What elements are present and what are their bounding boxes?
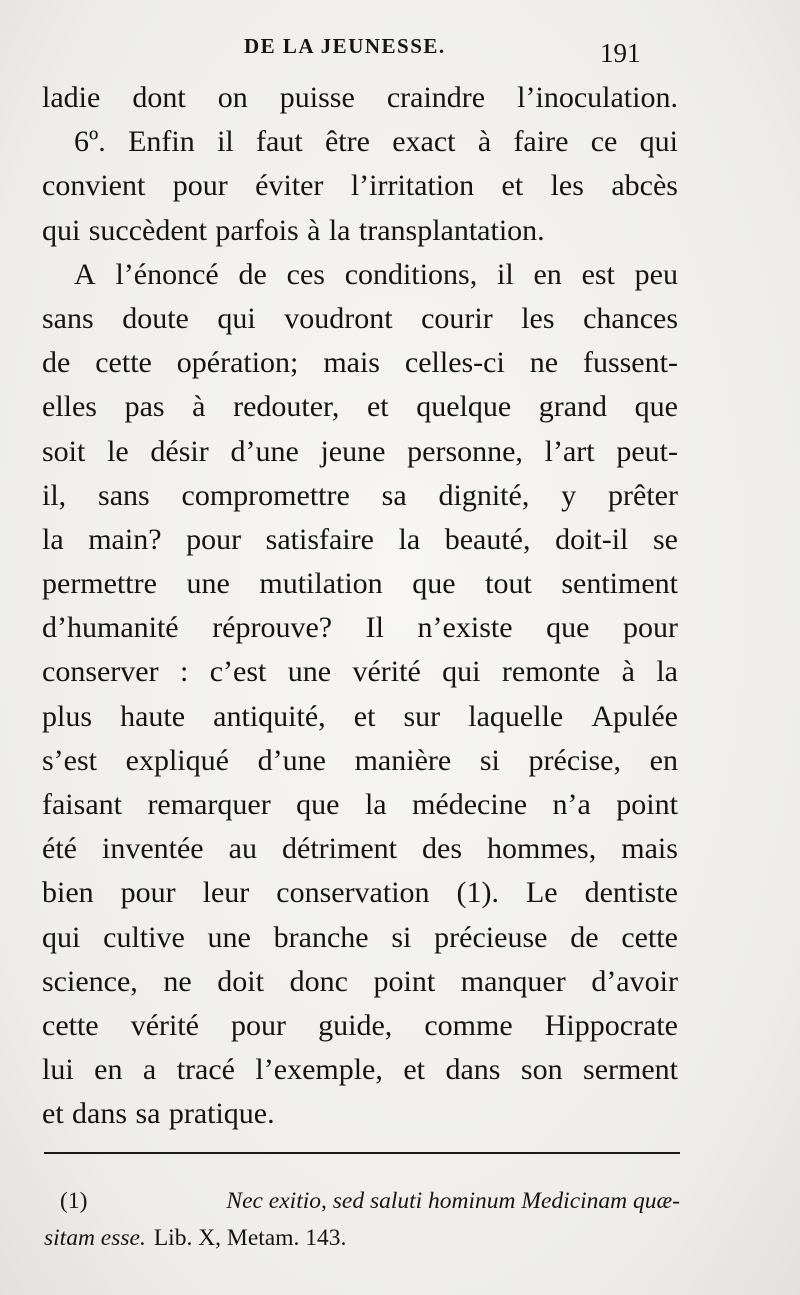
text-line [42, 341, 678, 385]
text-line [42, 385, 678, 429]
word: que [546, 611, 590, 645]
word: de [42, 346, 71, 380]
word: et [42, 1097, 64, 1131]
word: Enfin [128, 125, 195, 159]
word: hommes, [487, 832, 597, 866]
word: 6º. [74, 125, 106, 159]
word: cette [95, 346, 152, 380]
word: vérité [130, 1008, 199, 1042]
footnote-rule [44, 1152, 680, 1154]
word: haute [120, 699, 186, 733]
word: bien [42, 876, 94, 910]
word: ne [163, 964, 192, 998]
word: été [42, 832, 77, 866]
word: ce [590, 125, 618, 159]
word: et [403, 1053, 425, 1087]
word: craindre [386, 81, 486, 114]
text-line [42, 827, 678, 871]
word: abcès [611, 169, 678, 203]
word: Hippocrate [544, 1008, 678, 1042]
word: l’exemple, [255, 1053, 383, 1087]
word: une [207, 920, 251, 954]
word: se [652, 522, 678, 556]
word: à [477, 125, 492, 159]
word: inventée [102, 832, 204, 866]
word: pour [120, 876, 176, 910]
word: dans [445, 1053, 501, 1087]
word: manquer [460, 964, 566, 998]
word: conservation [276, 876, 430, 910]
word: de [570, 920, 599, 954]
word: dentiste [584, 876, 678, 910]
word: et [366, 390, 389, 424]
word: au [228, 832, 257, 866]
text-line [42, 562, 678, 606]
word: la [42, 522, 64, 556]
word: qui [42, 920, 81, 954]
word: pour [231, 1008, 287, 1042]
word: comme [424, 1008, 513, 1042]
text-line [42, 916, 678, 960]
word: donc [289, 964, 348, 998]
word: qui [42, 213, 81, 247]
word: exact [392, 125, 456, 159]
word: réprouve? [212, 611, 333, 645]
word: soit [42, 434, 86, 468]
word: les [550, 169, 584, 203]
word: antiquité, [213, 699, 326, 733]
word: quelque [416, 390, 512, 424]
word: s’est [42, 743, 97, 777]
word: Le [525, 876, 558, 910]
word: point [616, 788, 678, 821]
page-header [44, 30, 680, 70]
word: si [391, 920, 412, 954]
word: précise, [528, 743, 621, 777]
text-line [42, 871, 678, 915]
word: la [656, 655, 678, 689]
word: pour [186, 522, 242, 556]
word: n’existe [417, 611, 513, 645]
word: fussent- [582, 346, 678, 380]
word: à [621, 655, 635, 689]
word: désir [150, 434, 209, 468]
text-line [42, 76, 678, 120]
word: jeune [320, 434, 386, 468]
word: n’a [552, 788, 591, 821]
word: redouter, [233, 390, 340, 424]
word: de [238, 257, 267, 291]
word: leur [202, 876, 250, 910]
word: personne, [407, 434, 523, 468]
word: point [373, 964, 436, 998]
word: sa [381, 478, 407, 512]
word: ladie [42, 81, 101, 114]
word: sa [135, 1097, 161, 1131]
footnote-citation: Lib. X, Metam. 143. [153, 1225, 347, 1251]
footnote-line-1 [44, 1183, 680, 1220]
word: l’énoncé [115, 257, 219, 291]
word: éviter [255, 169, 324, 203]
word: la [328, 213, 351, 247]
word: tout [485, 567, 532, 601]
word: conditions, [344, 257, 478, 291]
word: plus [42, 699, 93, 733]
word: l’art [544, 434, 595, 468]
word: manière [354, 743, 452, 777]
word: mais [323, 346, 380, 380]
word: cette [42, 1008, 99, 1042]
word: prêter [608, 478, 678, 512]
word: succèdent [88, 213, 208, 247]
footnote-marker: (1) [60, 1188, 88, 1214]
word: que [412, 567, 456, 601]
word: doit-il [555, 522, 629, 556]
word: qui [442, 655, 481, 689]
word: être [324, 125, 370, 159]
word: d’humanité [42, 611, 179, 645]
word: à [307, 213, 321, 247]
word: lui [42, 1053, 74, 1087]
word: l’inoculation. [517, 81, 678, 114]
word: pour [172, 169, 228, 203]
word: voudront [284, 301, 393, 335]
footnote-quote-2: sitam esse. [44, 1225, 146, 1251]
word: la [398, 522, 421, 556]
word: beauté, [444, 522, 531, 556]
word: dans [72, 1097, 128, 1131]
word: que [296, 788, 340, 821]
word: remarquer [147, 788, 271, 821]
word: médecine [412, 788, 528, 821]
text-line [42, 1048, 678, 1092]
word: à [192, 390, 206, 424]
word: tracé [176, 1053, 235, 1087]
word: en [533, 257, 562, 291]
word: doute [122, 301, 189, 335]
word: permettre [42, 567, 157, 601]
word: mutilation [259, 567, 383, 601]
text-line [42, 209, 678, 253]
word: A [74, 257, 96, 291]
word: sentiment [561, 567, 678, 601]
word: expliqué [125, 743, 229, 777]
word: faut [256, 125, 303, 159]
word: et [353, 699, 376, 733]
word: doit [217, 964, 264, 998]
word: ne [529, 346, 559, 380]
word: qui [217, 301, 256, 335]
text-line [42, 120, 678, 164]
word: satisfaire [265, 522, 374, 556]
word: opération; [176, 346, 299, 380]
word: y [561, 478, 577, 512]
word: est [581, 257, 615, 291]
word: puisse [279, 81, 355, 114]
word: remonte [501, 655, 601, 689]
word: laquelle [468, 699, 564, 733]
word: convient [42, 169, 146, 203]
word: main? [88, 522, 162, 556]
text-line [42, 297, 678, 341]
word: compromettre [181, 478, 350, 512]
word: d’une [230, 434, 299, 468]
text-line [42, 606, 678, 650]
word: celles-ci [404, 346, 505, 380]
word: grand [538, 390, 608, 424]
word: que [634, 390, 678, 424]
word: peut- [616, 434, 678, 468]
footnote-quote-1: Nec exitio, sed saluti hominum Medicinam quæ- [226, 1188, 680, 1214]
word: une [186, 567, 230, 601]
word: faisant [42, 788, 122, 821]
word: l’irritation [350, 169, 475, 203]
text-line [42, 783, 678, 827]
word: vérité [352, 655, 421, 689]
text-line [42, 474, 678, 518]
word: sans [98, 478, 150, 512]
text-line [42, 739, 678, 783]
word: la [364, 788, 387, 821]
word: son [520, 1053, 563, 1087]
word: : [180, 655, 189, 689]
word: dont [132, 81, 186, 114]
word: il [217, 125, 234, 159]
word: il, [42, 478, 67, 512]
word: pratique. [168, 1097, 275, 1131]
word: sur [403, 699, 441, 733]
word: a [142, 1053, 157, 1087]
word: cultive [103, 920, 185, 954]
word: en [649, 743, 678, 777]
word: conserver [42, 655, 159, 689]
word: détriment [282, 832, 397, 866]
word: sans [42, 301, 94, 335]
word: courir [421, 301, 493, 335]
word: précieuse [434, 920, 548, 954]
footnote [44, 1183, 680, 1257]
word: et [501, 169, 524, 203]
word: qui [639, 125, 678, 159]
word: faire [513, 125, 569, 159]
word: des [422, 832, 463, 866]
word: dignité, [438, 478, 530, 512]
word: transplantation. [358, 213, 545, 247]
word: les [521, 301, 555, 335]
word: peu [634, 257, 678, 291]
word: (1). [456, 876, 499, 910]
text-line [42, 164, 678, 208]
word: on [217, 81, 248, 114]
word: Apulée [591, 699, 678, 733]
word: chances [583, 301, 678, 335]
word: c’est [209, 655, 267, 689]
text-line [42, 518, 678, 562]
word: le [107, 434, 129, 468]
text-line [42, 1092, 678, 1136]
word: d’une [257, 743, 326, 777]
text-line [42, 695, 678, 739]
word: serment [583, 1053, 678, 1087]
word: branche [273, 920, 369, 954]
text-line [42, 430, 678, 474]
body-text [42, 76, 678, 1137]
text-line [42, 1004, 678, 1048]
text-line [42, 650, 678, 694]
word: guide, [318, 1008, 393, 1042]
text-line [42, 253, 678, 297]
word: parfois [215, 213, 299, 247]
word: si [479, 743, 500, 777]
word: cette [621, 920, 678, 954]
word: pas [124, 390, 165, 424]
page-number: 191 [600, 38, 641, 68]
word: science, [42, 964, 138, 998]
word: une [287, 655, 332, 689]
word: elles [42, 390, 97, 424]
running-head: DE LA JEUNESSE. [244, 34, 446, 58]
word: mais [621, 832, 678, 866]
word: ces [286, 257, 325, 291]
footnote-line-2 [44, 1220, 680, 1257]
word: Il [365, 611, 384, 645]
word: d’avoir [591, 964, 678, 998]
word: en [94, 1053, 123, 1087]
text-line [42, 960, 678, 1004]
word: pour [622, 611, 678, 645]
word: il [497, 257, 514, 291]
